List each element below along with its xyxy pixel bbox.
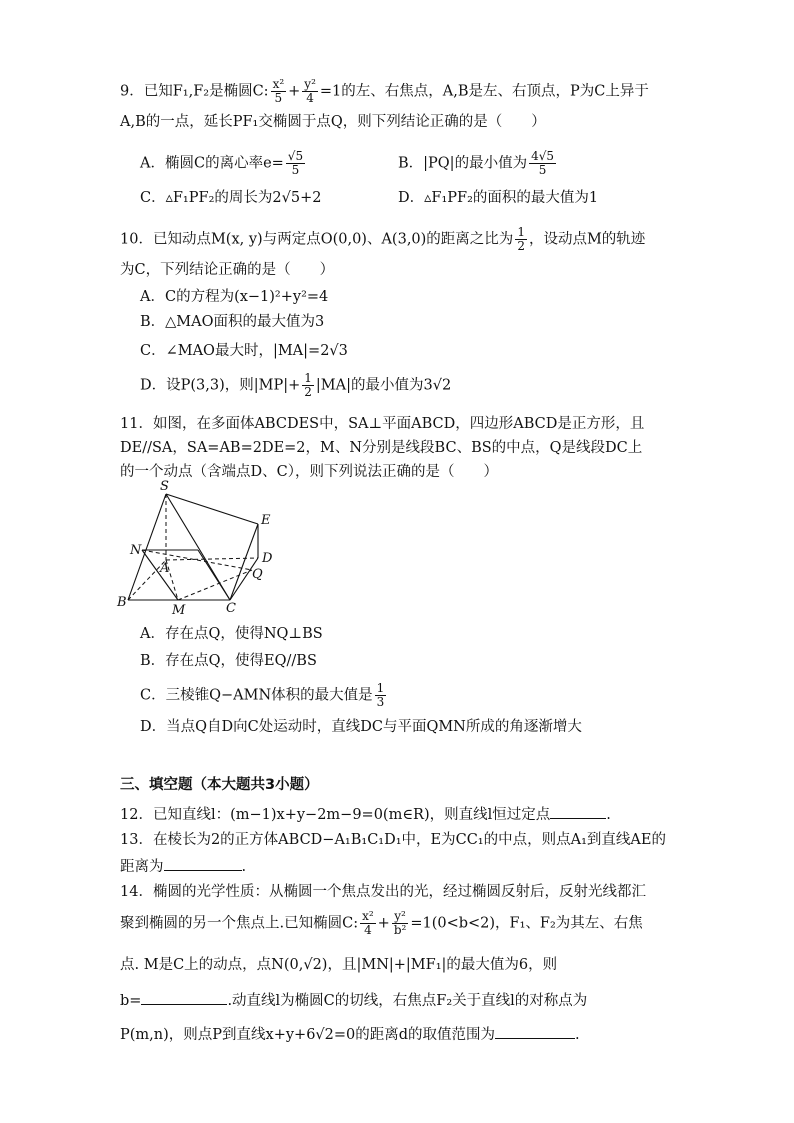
q9-line2: A,B的一点，延长PF₁交椭圆于点Q，则下列结论正确的是（ ） [120, 114, 546, 130]
q11-option-b: B．存在点Q，使得EQ//BS [140, 653, 317, 669]
q9-text: =1的左、右焦点，A,B是左、右顶点，P为C上异于 [319, 83, 649, 100]
q9-option-c: C．▵F₁PF₂的周长为2√5+2 [140, 190, 322, 206]
q10-option-d: D．设P(3,3)，则|MP|+ $\frac{1}{2}$ |MA|的最小值为3√2 [140, 371, 452, 399]
q9-option-a: A．椭圆C的离心率e= $\frac{√5}{5}$ [140, 149, 304, 177]
q11-option-d: D．当点Q自D向C处运动时，直线DC与平面QMN所成的角逐渐增大 [140, 719, 582, 735]
q14-line4: b= .动直线l为椭圆C的切线，右焦点F₂关于直线l的对称点为 [120, 990, 587, 1011]
label-d: D [262, 551, 273, 566]
q12-line: 12．已知直线l：(m−1)x+y−2m−9=0(m∈R)，则直线l恒过定点 . [120, 804, 611, 825]
q10-option-b: B．△MAO面积的最大值为3 [140, 314, 325, 330]
fraction: $\frac{\text{y²}}{4}$ [304, 77, 316, 105]
q9-option-d: D．▵F₁PF₂的面积的最大值为1 [398, 190, 599, 206]
q11-option-a: A．存在点Q，使得NQ⊥BS [140, 626, 323, 642]
section-heading: 三、填空题（本大题共3小题） [120, 777, 319, 793]
label-m: M [172, 603, 186, 618]
label-c: C [226, 601, 236, 616]
answer-blank[interactable] [141, 990, 227, 1005]
answer-blank[interactable] [550, 804, 606, 819]
fraction: $\frac{1}{2}$ [517, 225, 525, 253]
label-b: B [117, 595, 127, 610]
fraction: $\frac{\text{y²}}{\text{b²}}$ [393, 909, 407, 937]
label-n: N [130, 543, 142, 558]
fraction: $\frac{1}{3}$ [376, 681, 385, 709]
fraction: $\frac{\text{x²}}{5}$ [272, 77, 285, 105]
label-s: S [160, 479, 169, 494]
q10-line1: 10．已知动点M(x, y)与两定点O(0,0)、A(3,0)的距离之比为 $\frac{1}{2}$ ，设动点M的轨迹 [120, 225, 646, 253]
q10-line2: 为C，下列结论正确的是（ ） [120, 262, 335, 278]
q11-line1: 11．如图，在多面体ABCDES中，SA⊥平面ABCD，四边形ABCD是正方形，且 [120, 416, 645, 432]
answer-blank[interactable] [164, 856, 242, 871]
q11-option-c: C．三棱锥Q−AMN体积的最大值是 $\frac{1}{3}$ [140, 681, 385, 709]
q14-line5: P(m,n)，则点P到直线x+y+6√2=0的距离d的取值范围为 . [120, 1024, 580, 1045]
answer-blank[interactable] [495, 1024, 575, 1039]
fraction: $\frac{1}{2}$ [304, 371, 312, 399]
q9-option-b: B．|PQ|的最小值为 $\frac{4√5}{5}$ [398, 149, 554, 177]
label-e: E [261, 513, 271, 528]
label-a: A [160, 561, 170, 576]
fraction: $\frac{√5}{5}$ [287, 149, 304, 177]
q14-line2: 聚到椭圆的另一个焦点上.已知椭圆C: $\frac{\text{x²}}{4}$ + $\frac{\text{y²}}{\text{b²}}$ =1(0<b<2)，F₁、F₂为其左、右焦 [120, 909, 643, 937]
q11-line2: DE//SA，SA=AB=2DE=2，M、N分别是线段BC、BS的中点，Q是线段DC上 [120, 440, 643, 456]
fraction: $\frac{4√5}{5}$ [531, 149, 554, 177]
label-q: Q [252, 567, 263, 582]
q11-line3: 的一个动点（含端点D、C），则下列说法正确的是（ ） [120, 464, 498, 480]
q14-line1: 14．椭圆的光学性质：从椭圆一个焦点发出的光，经过椭圆反射后，反射光线都汇 [120, 884, 646, 900]
q10-option-a: A．C的方程为(x−1)²+y²=4 [140, 289, 329, 305]
q13-line2: 距离为 . [120, 856, 246, 877]
q9-line1: 9．已知F₁,F₂是椭圆C: $\frac{\text{x²}}{5}$ + $\frac{\text{y²}}{4}$ =1的左、右焦点，A,B是左、右顶点，P为C上异于 [120, 77, 649, 105]
q9-text: 9．已知F₁,F₂是椭圆C: [120, 83, 269, 100]
q13-line1: 13．在棱长为2的正方体ABCD−A₁B₁C₁D₁中，E为CC₁的中点，则点A₁到直线AE的 [120, 832, 666, 848]
q14-line3: 点. M是C上的动点，点N(0,√2)，且|MN|+|MF₁|的最大值为6，则 [120, 957, 558, 973]
polyhedron-figure [112, 478, 282, 618]
fraction: $\frac{\text{x²}}{4}$ [362, 909, 374, 937]
q10-option-c: C．∠MAO最大时，|MA|=2√3 [140, 343, 348, 359]
